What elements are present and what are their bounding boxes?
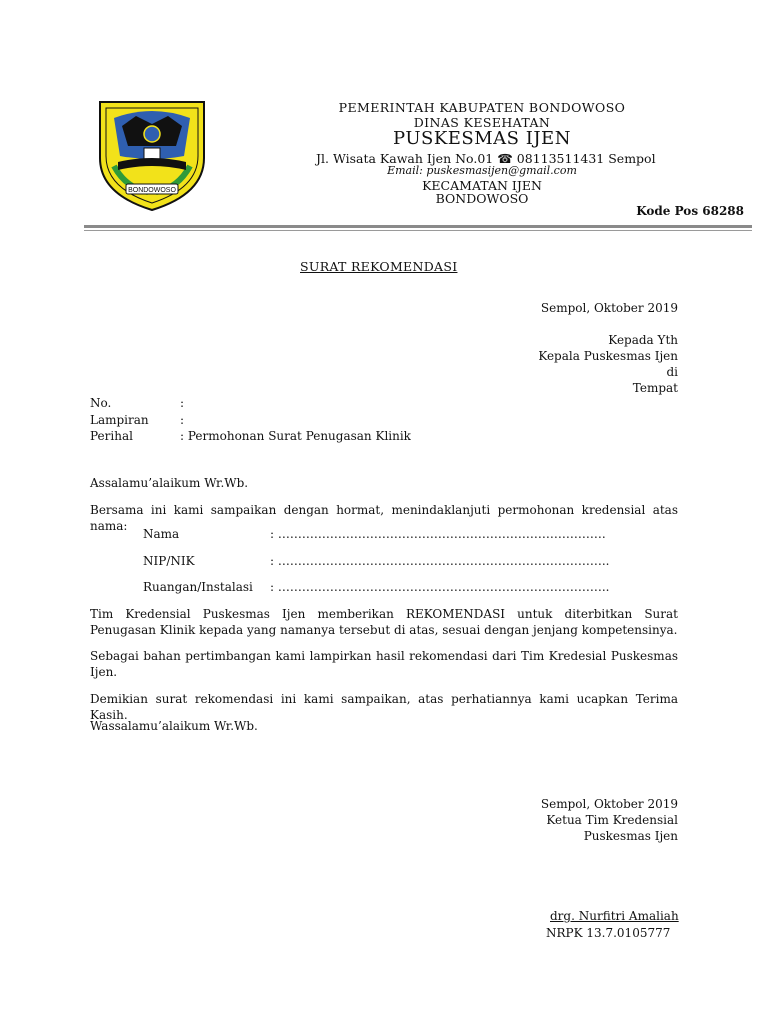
address-text: Jl. Wisata Kawah Ijen No.01 bbox=[316, 151, 494, 166]
recipient-line-2: Kepala Puskesmas Ijen bbox=[538, 349, 678, 363]
meta-value-attachment: : bbox=[180, 413, 185, 427]
field-label-room: Ruangan/Instalasi bbox=[143, 580, 253, 594]
field-label-nip: NIP/NIK bbox=[143, 554, 195, 568]
header-divider bbox=[84, 225, 752, 228]
letterhead-regency: BONDOWOSO bbox=[435, 191, 529, 206]
signature-role: Ketua Tim Kredensial bbox=[546, 813, 678, 827]
letterhead-government: PEMERINTAH KABUPATEN BONDOWOSO bbox=[338, 100, 626, 115]
phone-icon: ☎ bbox=[497, 151, 513, 166]
signature-institution: Puskesmas Ijen bbox=[583, 829, 678, 843]
field-label-name: Nama bbox=[143, 527, 180, 541]
meta-value-subject: : Permohonan Surat Penugasan Klinik bbox=[180, 429, 411, 443]
letter-title: SURAT REKOMENDASI bbox=[300, 259, 458, 274]
meta-label-attachment: Lampiran bbox=[90, 413, 149, 427]
paragraph-recommendation: Tim Kredensial Puskesmas Ijen memberikan REKOMENDASI untuk diterbitkan Surat Penugasan Klinik kepada yang namanya tersebut di atas, sesuai dengan jenjang kompetensinya. bbox=[90, 607, 678, 637]
recipient-line-4: Tempat bbox=[632, 381, 678, 395]
intro-paragraph: Bersama ini kami sampaikan dengan hormat, menindaklanjuti permohonan kredensial atas nama: bbox=[90, 503, 678, 533]
meta-label-number: No. bbox=[90, 396, 112, 410]
greeting: Assalamu’alaikum Wr.Wb. bbox=[90, 476, 249, 490]
header-divider-thin bbox=[84, 230, 752, 231]
logo-text: BONDOWOSO bbox=[128, 187, 176, 194]
signatory-id: NRPK 13.7.0105777 bbox=[546, 926, 671, 940]
letter-date: Sempol, Oktober 2019 bbox=[540, 301, 678, 315]
paragraph-closing: Demikian surat rekomendasi ini kami sampaikan, atas perhatiannya kami ucapkan Terima Kasih. bbox=[90, 692, 678, 722]
signature-date: Sempol, Oktober 2019 bbox=[540, 797, 678, 811]
meta-label-subject: Perihal bbox=[90, 429, 133, 443]
field-value-nip: : ……………………………………………………………………….. bbox=[270, 554, 610, 568]
signatory-name: drg. Nurfitri Amaliah bbox=[550, 909, 679, 923]
paragraph-attachment: Sebagai bahan pertimbangan kami lampirkan hasil rekomendasi dari Tim Kredesial Puskesmas Ijen. bbox=[90, 649, 678, 679]
closing-salutation: Wassalamu’alaikum Wr.Wb. bbox=[90, 719, 258, 733]
letterhead-email: Email: puskesmasijen@gmail.com bbox=[387, 164, 577, 177]
meta-value-number: : bbox=[180, 396, 185, 410]
phone-text: 08113511431 Sempol bbox=[516, 151, 656, 166]
field-value-name: : ………………………………………………………………………. bbox=[270, 527, 606, 541]
field-value-room: : ……………………………………………………………………….. bbox=[270, 580, 610, 594]
postal-code: Kode Pos 68288 bbox=[636, 204, 744, 218]
recipient-line-3: di bbox=[666, 365, 678, 379]
regency-logo bbox=[92, 96, 212, 214]
letterhead-department: DINAS KESEHATAN bbox=[413, 115, 551, 130]
recipient-line-1: Kepada Yth bbox=[608, 333, 678, 347]
letterhead-institution: PUSKESMAS IJEN bbox=[393, 128, 571, 149]
letterhead-district: KECAMATAN IJEN bbox=[422, 178, 542, 193]
